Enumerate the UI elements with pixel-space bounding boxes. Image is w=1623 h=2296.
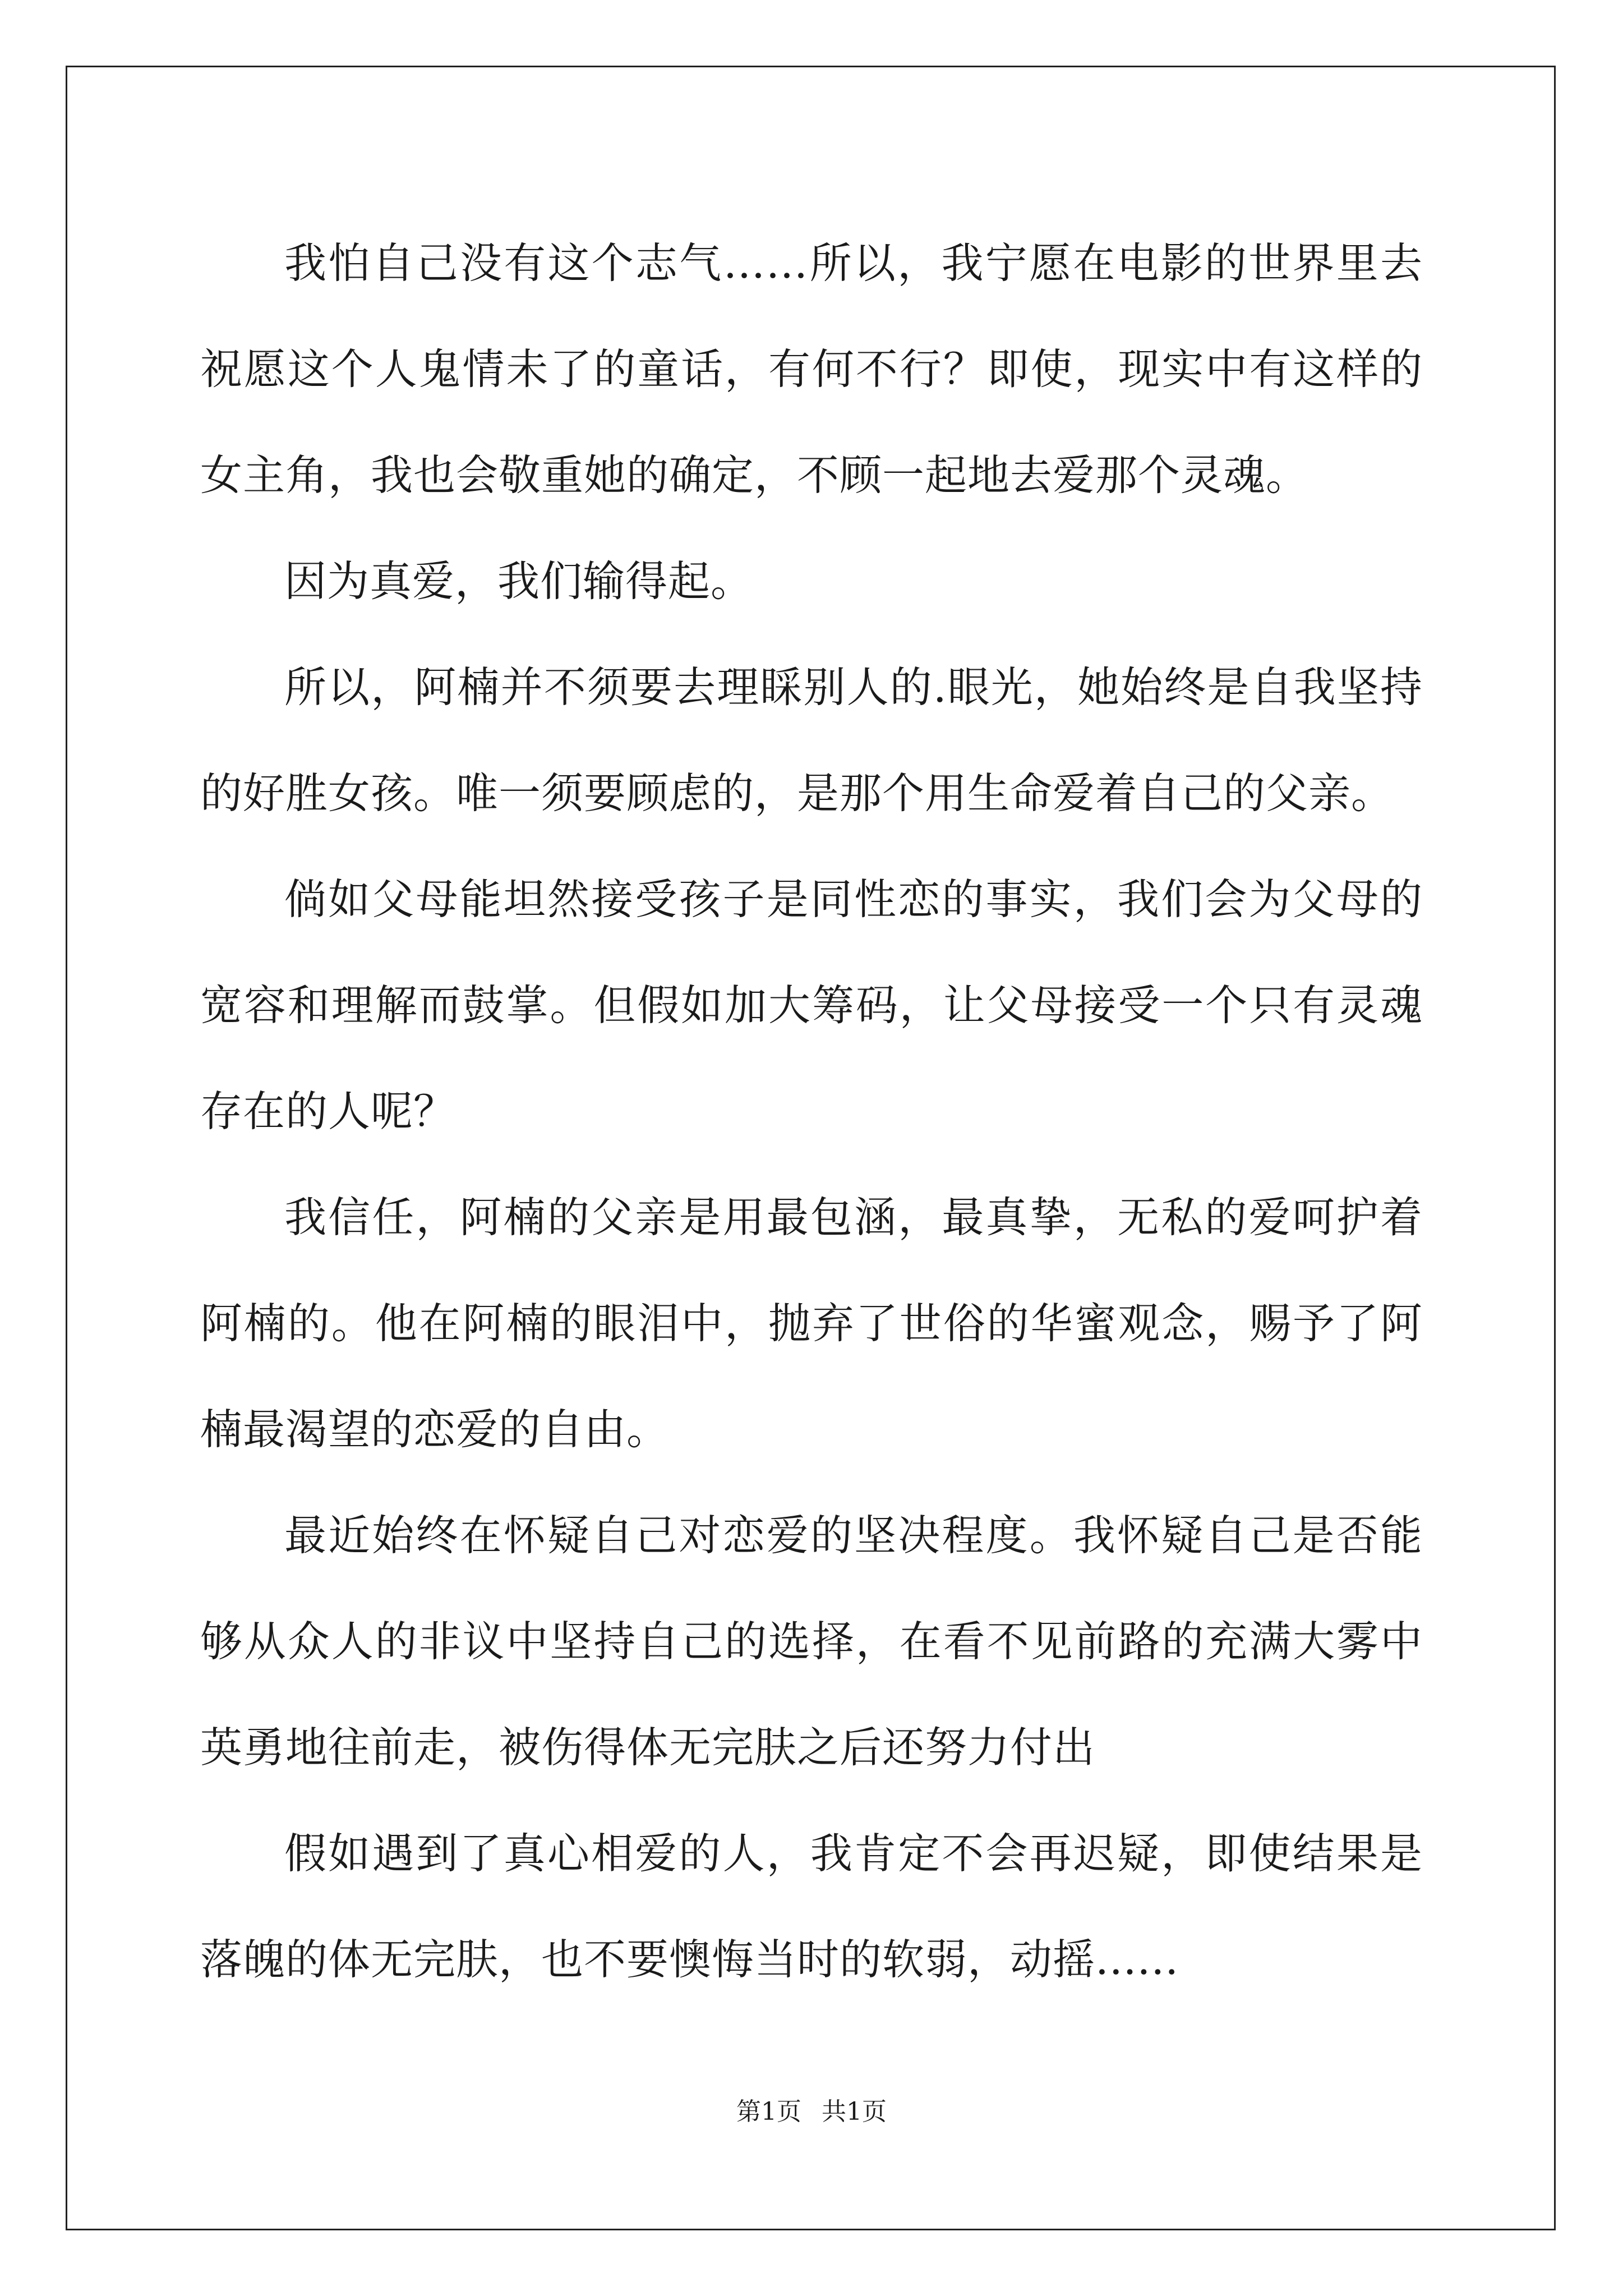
paragraph: 我怕自己没有这个志气……所以，我宁愿在电影的世界里去祝愿这个人鬼情未了的童话，有何不行？即使，现实中有这样的女主角，我也会敬重她的确定，不顾一起地去爱那个灵魂。: [200, 238, 1423, 500]
paragraph: 我信任，阿楠的父亲是用最包涵，最真挚，无私的爱呵护着阿楠的。他在阿楠的眼泪中，抛弃了世俗的华蜜观念，赐予了阿楠最渴望的恋爱的自由。: [200, 1193, 1423, 1454]
paragraph: 假如遇到了真心相爱的人，我肯定不会再迟疑，即使结果是落魄的体无完肤，也不要懊悔当时的软弱，动摇......: [200, 1829, 1423, 1984]
paragraph: 倘如父母能坦然接受孩子是同性恋的事实，我们会为父母的宽容和理解而鼓掌。但假如加大筹码，让父母接受一个只有灵魂存在的人呢？: [200, 875, 1423, 1136]
paragraph: 所以，阿楠并不须要去理睬别人的.眼光，她始终是自我坚持的好胜女孩。唯一须要顾虑的，是那个用生命爱着自己的父亲。: [200, 662, 1423, 818]
page-footer: [0, 2095, 1623, 2129]
page-count: 共1页: [822, 2097, 887, 2126]
document-body: [200, 210, 1423, 2013]
paragraph: 最近始终在怀疑自己对恋爱的坚决程度。我怀疑自己是否能够从众人的非议中坚持自己的选择，在看不见前路的充满大雾中英勇地往前走，被伤得体无完肤之后还努力付出: [200, 1511, 1423, 1772]
paragraph: 因为真爱，我们输得起。: [284, 556, 754, 606]
page-number: 第1页: [736, 2097, 801, 2126]
